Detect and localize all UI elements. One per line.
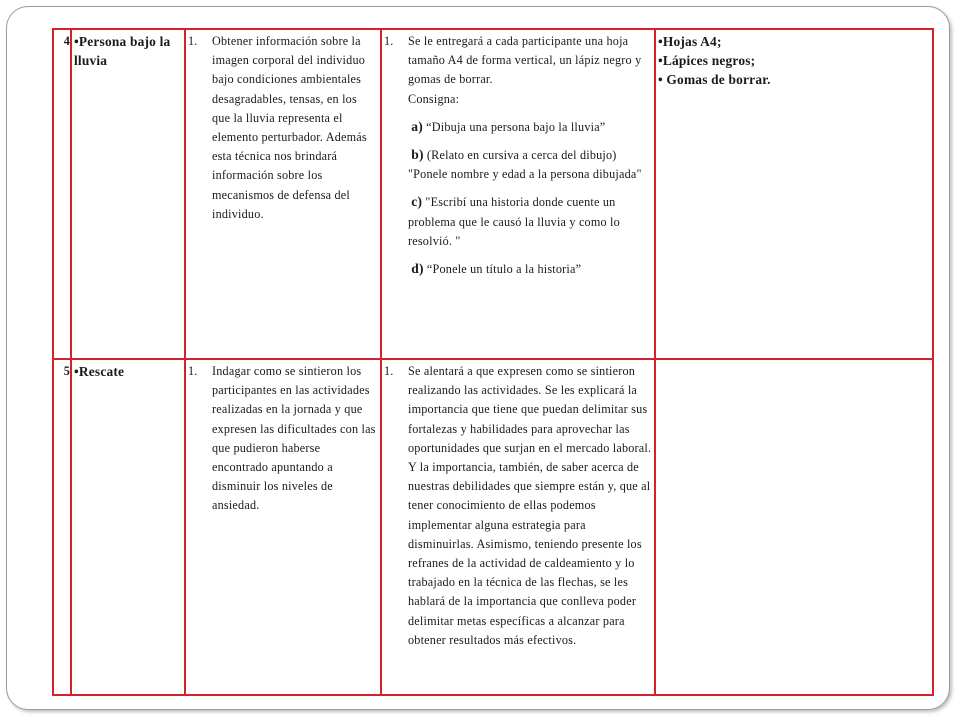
consigna-item <box>408 259 652 279</box>
table-row <box>53 29 933 359</box>
activity-name: •Rescate <box>71 359 185 695</box>
consigna-letter: d) <box>411 261 424 277</box>
consigna-letter: c) <box>411 194 423 210</box>
consigna-letter: a) <box>411 118 423 134</box>
objective-text: Indagar como se sintieron los participantes en las actividades realizadas en la jornada y que expresen las dificultades con las que pudieron haberse encontrado apuntando a disminuir los niveles de ansiedad. <box>212 364 376 513</box>
consigna-label: Consigna: <box>408 91 460 106</box>
table-row <box>53 359 933 695</box>
activity-name: •Persona bajo la lluvia <box>71 29 185 359</box>
objective-cell <box>185 359 381 695</box>
consigna-text: “Dibuja una persona bajo la lluvia” <box>426 119 606 134</box>
list-index: 1. <box>384 34 394 48</box>
consigna-item <box>408 145 652 184</box>
objective-text: Obtener información sobre la imagen corporal del individuo bajo condiciones ambientales desagradables, tensas, en los que la lluvia representa el elemento perturbador. Además esta técnica nos brindará información sobre los mecanismos de defensa del individuo. <box>212 34 367 221</box>
row-number: 4 <box>53 29 71 359</box>
activity-cell <box>381 29 655 359</box>
consigna-letter: b) <box>411 147 424 163</box>
activity-plan-table <box>52 28 934 696</box>
material-item: •Lápices negros; <box>658 53 756 69</box>
list-index: 1. <box>188 34 198 48</box>
materials-cell <box>655 29 933 359</box>
materials-cell <box>655 359 933 695</box>
consigna-item <box>408 192 652 251</box>
consigna-item <box>408 117 652 137</box>
activity-intro: Se le entregará a cada participante una hoja tamaño A4 de forma vertical, un lápiz negro y gomas de borrar. <box>408 34 642 87</box>
list-index: 1. <box>188 364 198 378</box>
consigna-text: "Escribí una historia donde cuente un problema que le causó la lluvia y como lo resolvió. " <box>408 195 620 248</box>
material-item: • Gomas de borrar. <box>658 72 771 88</box>
consigna-text: “Ponele un título a la historia” <box>426 262 582 277</box>
material-item: •Hojas A4; <box>658 34 722 49</box>
row-number: 5 <box>53 359 71 695</box>
objective-cell <box>185 29 381 359</box>
activity-text: Se alentará a que expresen como se sintieron realizando las actividades. Se les explicará la importancia que tiene que puedan delimitar sus fortalezas y habilidades para aprovechar las oportunidades que surjan en el mercado laboral. Y la importancia, también, de saber acerca de nuestras debilidades que siempre están y, que al tener conocimiento de ellas podemos implementar alguna estrategia para disminuirlas. Asimismo, teniendo presente los refranes de la actividad de caldeamiento y lo trabajado en la técnica de las flechas, se les hablará de la importancia que conlleva poder delimitar metas específicas a alcanzar para obtener resultados más efectivos. <box>408 364 652 647</box>
list-index: 1. <box>384 364 394 378</box>
consigna-text: (Relato en cursiva a cerca del dibujo) "Ponele nombre y edad a la persona dibujada" <box>408 148 642 182</box>
activity-cell <box>381 359 655 695</box>
